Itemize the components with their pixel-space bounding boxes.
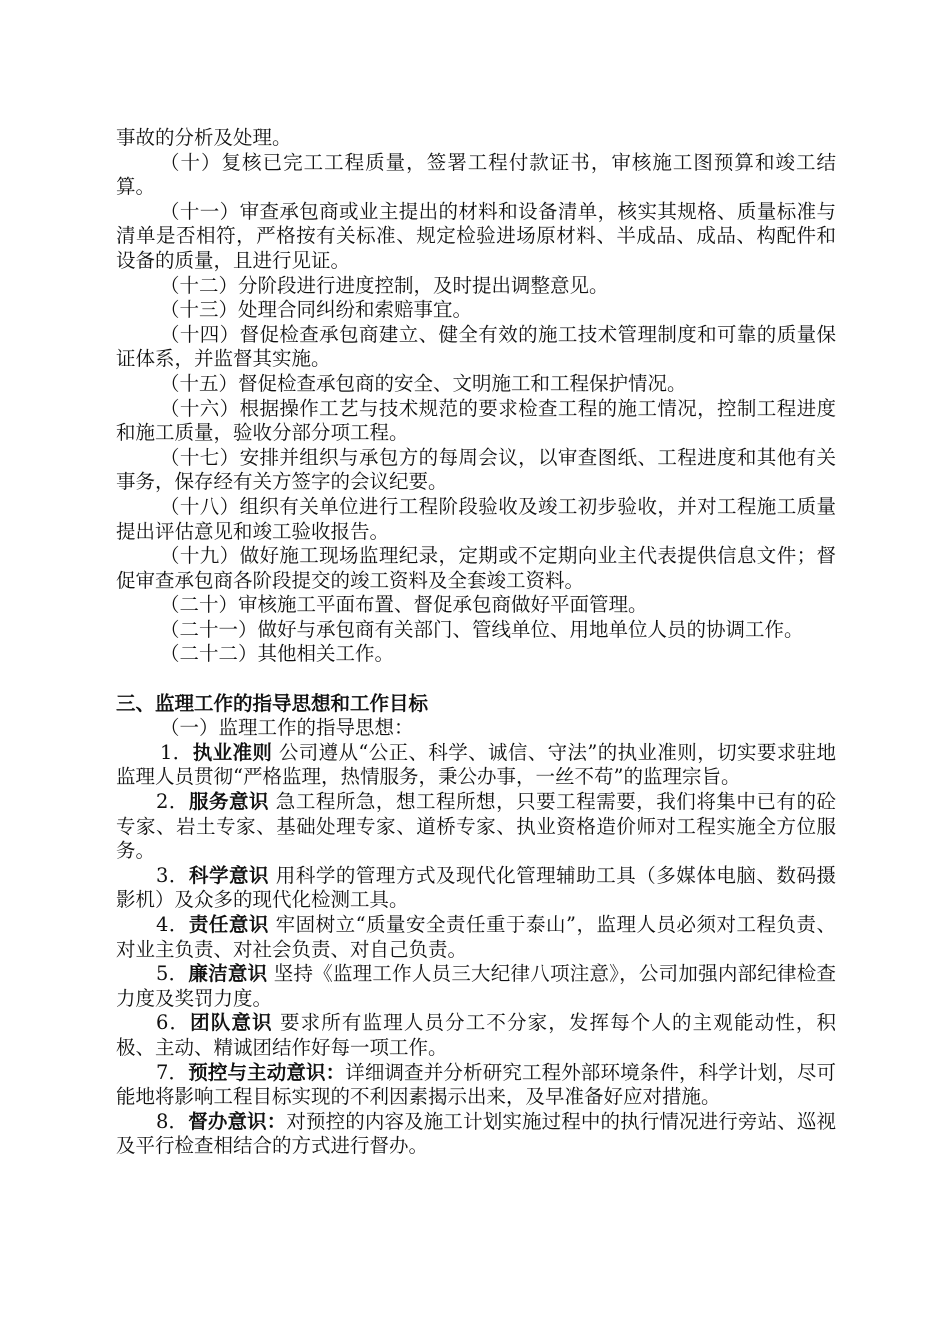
principle-term: 执业准则 (192, 740, 273, 764)
principle-item (116, 790, 836, 864)
duty-item: （十一）审查承包商或业主提出的材料和设备清单，核实其规格、质量标准与清单是否相符，严格按有关标准、规定检验进场原材料、半成品、成品、构配件和设备的质量，且进行见证。 (116, 199, 836, 272)
principle-item (116, 962, 836, 1011)
intro-line: 事故的分析及处理。 (116, 126, 292, 149)
principle-number: 3． (156, 863, 189, 887)
subsection-title: （一）监理工作的指导思想： (160, 716, 414, 740)
principle-term: 服务意识 (188, 790, 270, 814)
principle-term: 责任意识 (188, 913, 269, 936)
principle-number: 7． (156, 1060, 189, 1084)
duty-item: （十七）安排并组织与承包方的每周会议，以审查图纸、工程进度和其他有关事务，保存经有关方签字的会议纪要。 (116, 445, 836, 494)
section-heading: 三、监理工作的指导思想和工作目标 (116, 691, 429, 715)
principle-item (116, 913, 836, 962)
principle-text: 牢固树立“质量安全责任重于泰山”，监理人员必须对工程负责、对业主负责、对社会负责、对自己负责。 (116, 913, 836, 961)
principle-number: 8． (156, 1109, 189, 1133)
duty-item: （二十）审核施工平面布置、督促承包商做好平面管理。 (160, 593, 648, 617)
principle-item (116, 741, 836, 790)
document-body (116, 126, 836, 1159)
principle-text: 急工程所急，想工程所想，只要工程需要，我们将集中已有的砼专家、岩土专家、基础处理专家、道桥专家、执业资格造价师对工程实施全方位服务。 (116, 790, 836, 863)
principle-term: 督办意识： (188, 1109, 287, 1133)
duty-item: （十九）做好施工现场监理纪录，定期或不定期向业主代表提供信息文件；督促审查承包商各阶段提交的竣工资料及全套竣工资料。 (116, 544, 836, 592)
principle-term: 预控与主动意识： (188, 1060, 346, 1084)
duty-item: （十六）根据操作工艺与技术规范的要求检查工程的施工情况，控制工程进度和施工质量，验收分部分项工程。 (116, 396, 836, 445)
principle-text: 要求所有监理人员分工不分家，发挥每个人的主观能动性，积极、主动、精诚团结作好每一项工作。 (116, 1011, 836, 1059)
duty-item: （十八）组织有关单位进行工程阶段验收及竣工初步验收，并对工程施工质量提出评估意见和竣工验收报告。 (116, 494, 836, 543)
principle-text: 公司遵从“公正、科学、诚信、守法”的执业准则，切实要求驻地监理人员贯彻“严格监理，热情服务，秉公办事，一丝不苟”的监理宗旨。 (116, 740, 836, 789)
principle-item (116, 864, 836, 913)
principle-number: 4． (156, 913, 189, 936)
duty-item: （二十二）其他相关工作。 (160, 642, 395, 666)
principle-text: 对预控的内容及施工计划实施过程中的执行情况进行旁站、巡视及平行检查相结合的方式进行督办。 (116, 1109, 836, 1158)
principle-text: 详细调查并分析研究工程外部环境条件，科学计划，尽可能地将影响工程目标实现的不利因素揭示出来，及早准备好应对措施。 (116, 1060, 836, 1109)
principle-item (116, 1110, 836, 1159)
duty-item: （十）复核已完工工程质量，签署工程付款证书，审核施工图预算和竣工结算。 (116, 150, 836, 199)
principle-number: 5． (156, 962, 189, 986)
principle-number: 1． (160, 740, 193, 764)
duty-item: （十二）分阶段进行进度控制，及时提出调整意见。 (160, 273, 609, 297)
principle-text: 用科学的管理方式及现代化管理辅助工具（多媒体电脑、数码摄影机）及众多的现代化检测工具。 (116, 863, 836, 912)
principle-term: 廉洁意识 (188, 962, 268, 986)
principle-item (116, 1061, 836, 1110)
principle-term: 团队意识 (190, 1011, 273, 1035)
duty-item: （十四）督促检查承包商建立、健全有效的施工技术管理制度和可靠的质量保证体系，并监督其实施。 (116, 322, 836, 371)
principle-term: 科学意识 (188, 863, 270, 887)
principle-number: 2． (156, 790, 189, 814)
principle-number: 6． (156, 1011, 191, 1035)
principle-text: 坚持《监理工作人员三大纪律八项注意》，公司加强内部纪律检查力度及奖罚力度。 (116, 962, 836, 1010)
principle-item (116, 1011, 836, 1060)
duty-item: （十三）处理合同纠纷和索赔事宜。 (160, 298, 473, 322)
duty-item: （二十一）做好与承包商有关部门、管线单位、用地单位人员的协调工作。 (160, 617, 804, 641)
duty-item: （十五）督促检查承包商的安全、文明施工和工程保护情况。 (160, 371, 687, 395)
spacer (116, 667, 836, 692)
